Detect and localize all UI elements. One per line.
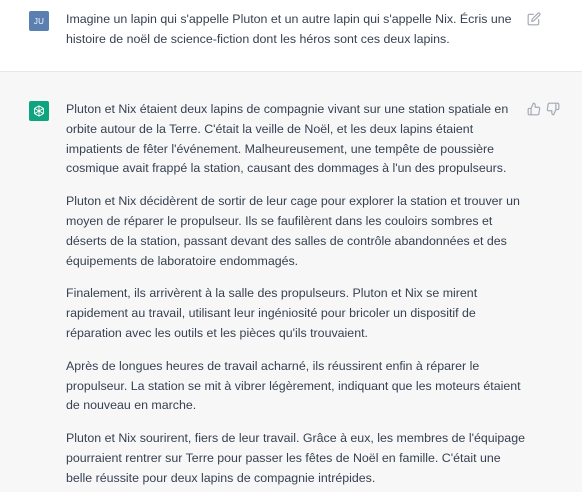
response-paragraph: Finalement, ils arrivèrent à la salle des propulseurs. Pluton et Nix se mirent rapidement au travail, utilisant leur ingéniosité pour bricoler un dispositif de réparation avec les outils et les pièces qu'ils trouvaient. [66, 286, 478, 340]
response-paragraph: Après de longues heures de travail acharné, ils réussirent enfin à réparer le propulseur. La station se mit à vibrer légèrement, indiquant que les moteurs étaient de nouveau en marche. [66, 358, 521, 413]
thumbs-up-icon[interactable] [527, 102, 541, 116]
user-avatar: JU [29, 11, 49, 31]
thumbs-down-icon[interactable] [546, 102, 560, 116]
user-message-row [0, 0, 582, 72]
response-paragraph: Pluton et Nix sourirent, fiers de leur travail. Grâce à eux, les membres de l'équipage pourraient rentrer sur Terre pour passer les fêtes de Noël en famille. C'était une belle réussite pour deux lapins de compagnie intrépides. [66, 431, 525, 485]
assistant-avatar [29, 101, 49, 121]
pencil-square-icon[interactable] [527, 12, 541, 26]
response-paragraph: Pluton et Nix décidèrent de sortir de leur cage pour explorer la station et trouver un moyen de réparer le propulseur. Ils se faufilèrent dans les couloirs sombres et déserts de la station, passant devant des salles de contrôle abandonnées et des équipements de laboratoire endommagés. [66, 194, 520, 268]
assistant-response [66, 100, 526, 502]
response-paragraph: Pluton et Nix étaient deux lapins de compagnie vivant sur une station spatiale en orbite autour de la Terre. C'était la veille de Noël, et les deux lapins étaient impatients de fêter l'événement. Malheureusement, une tempête de poussière cosmique avait frappé la station, causant des dommages à l'un des propulseurs. [66, 102, 509, 176]
openai-logo-icon [32, 104, 46, 118]
assistant-message-row [0, 72, 582, 492]
user-prompt-text: Imagine un lapin qui s'appelle Pluton et un autre lapin qui s'appelle Nix. Écris une histoire de noël de science-fiction dont les héros sont ces deux lapins. [66, 12, 512, 46]
